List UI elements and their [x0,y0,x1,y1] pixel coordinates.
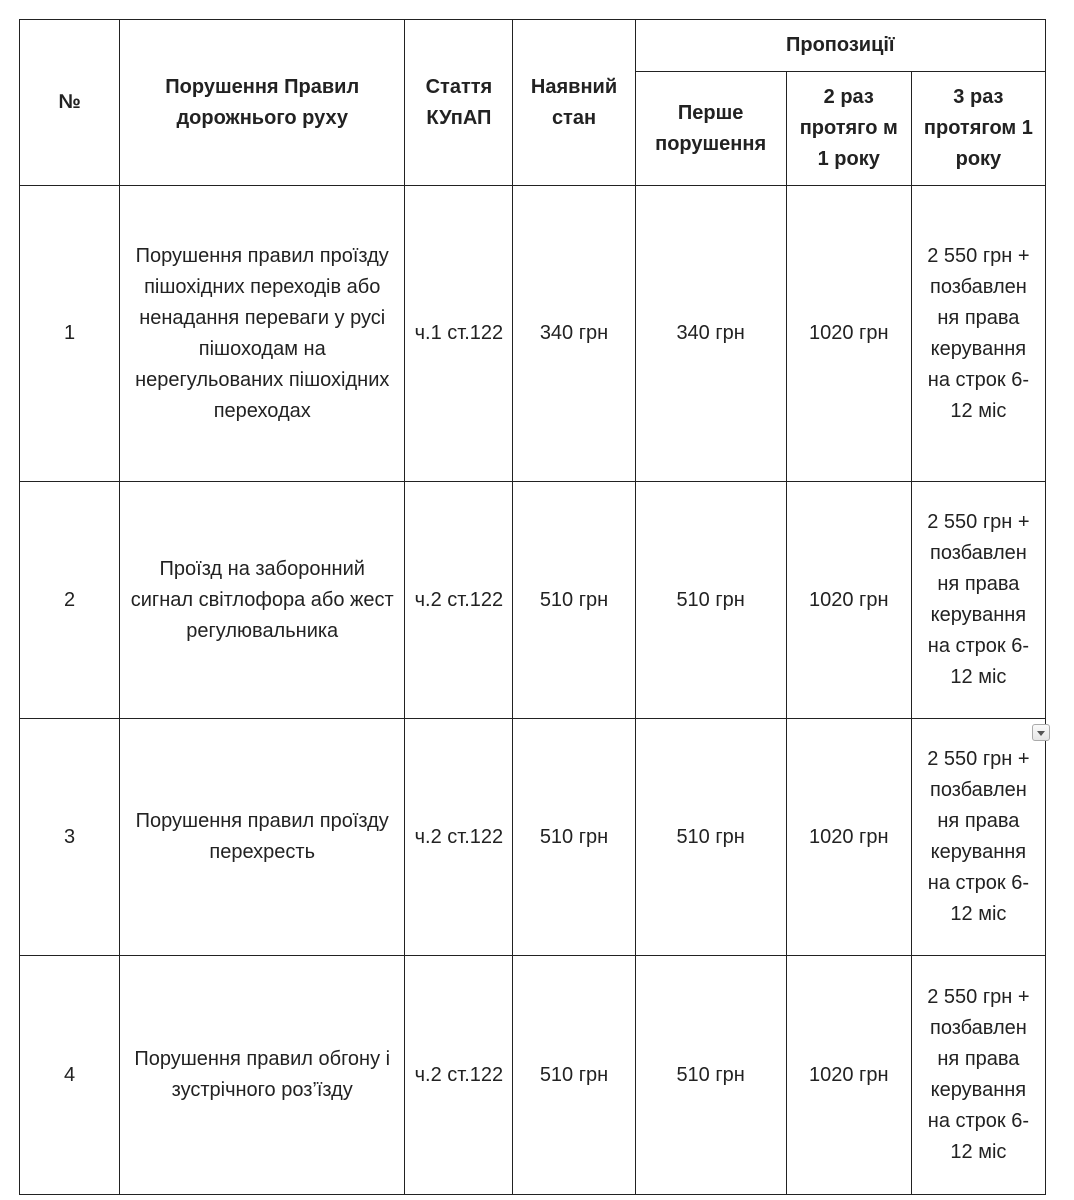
cell-article: ч.2 ст.122 [405,719,513,956]
cell-current: 510 грн [513,482,635,719]
header-number: № [20,20,120,186]
header-first-violation: Перше порушення [635,72,786,186]
table-row [20,719,1046,956]
cell-second: 1020 грн [786,956,911,1195]
cell-third: 2 550 грн + позбавлен ня права керування на строк 6-12 міс [911,956,1045,1195]
cell-second: 1020 грн [786,719,911,956]
table-row [20,956,1046,1195]
cell-third: 2 550 грн + позбавлен ня права керування на строк 6-12 міс [911,719,1045,956]
cell-third: 2 550 грн + позбавлен ня права керування на строк 6-12 міс [911,186,1045,482]
cell-current: 340 грн [513,186,635,482]
cell-number: 4 [20,956,120,1195]
header-current-state: Наявний стан [513,20,635,186]
chevron-down-icon[interactable] [1032,724,1050,741]
cell-second: 1020 грн [786,482,911,719]
fines-table [19,19,1046,1195]
header-violation: Порушення Правил дорожнього руху [120,20,405,186]
cell-second: 1020 грн [786,186,911,482]
cell-number: 3 [20,719,120,956]
table-row [20,482,1046,719]
header-third-violation: 3 раз протягом 1 року [911,72,1045,186]
header-article: Стаття КУпАП [405,20,513,186]
cell-first: 510 грн [635,956,786,1195]
cell-number: 2 [20,482,120,719]
cell-article: ч.2 ст.122 [405,956,513,1195]
cell-number: 1 [20,186,120,482]
cell-first: 510 грн [635,482,786,719]
cell-violation: Порушення правил проїзду пішохідних переходів або ненадання переваги у русі пішоходам на нерегульованих пішохідних переходах [120,186,405,482]
cell-article: ч.2 ст.122 [405,482,513,719]
cell-violation: Порушення правил обгону і зустрічного роз’їзду [120,956,405,1195]
cell-violation: Проїзд на заборонний сигнал світлофора або жест регулювальника [120,482,405,719]
header-proposals: Пропозиції [635,20,1045,72]
cell-first: 510 грн [635,719,786,956]
cell-first: 340 грн [635,186,786,482]
cell-current: 510 грн [513,719,635,956]
cell-violation: Порушення правил проїзду перехресть [120,719,405,956]
cell-article: ч.1 ст.122 [405,186,513,482]
header-second-violation: 2 раз протяго м 1 року [786,72,911,186]
header-row [20,20,1046,72]
cell-third: 2 550 грн + позбавлен ня права керування на строк 6-12 міс [911,482,1045,719]
cell-current: 510 грн [513,956,635,1195]
table-row [20,186,1046,482]
